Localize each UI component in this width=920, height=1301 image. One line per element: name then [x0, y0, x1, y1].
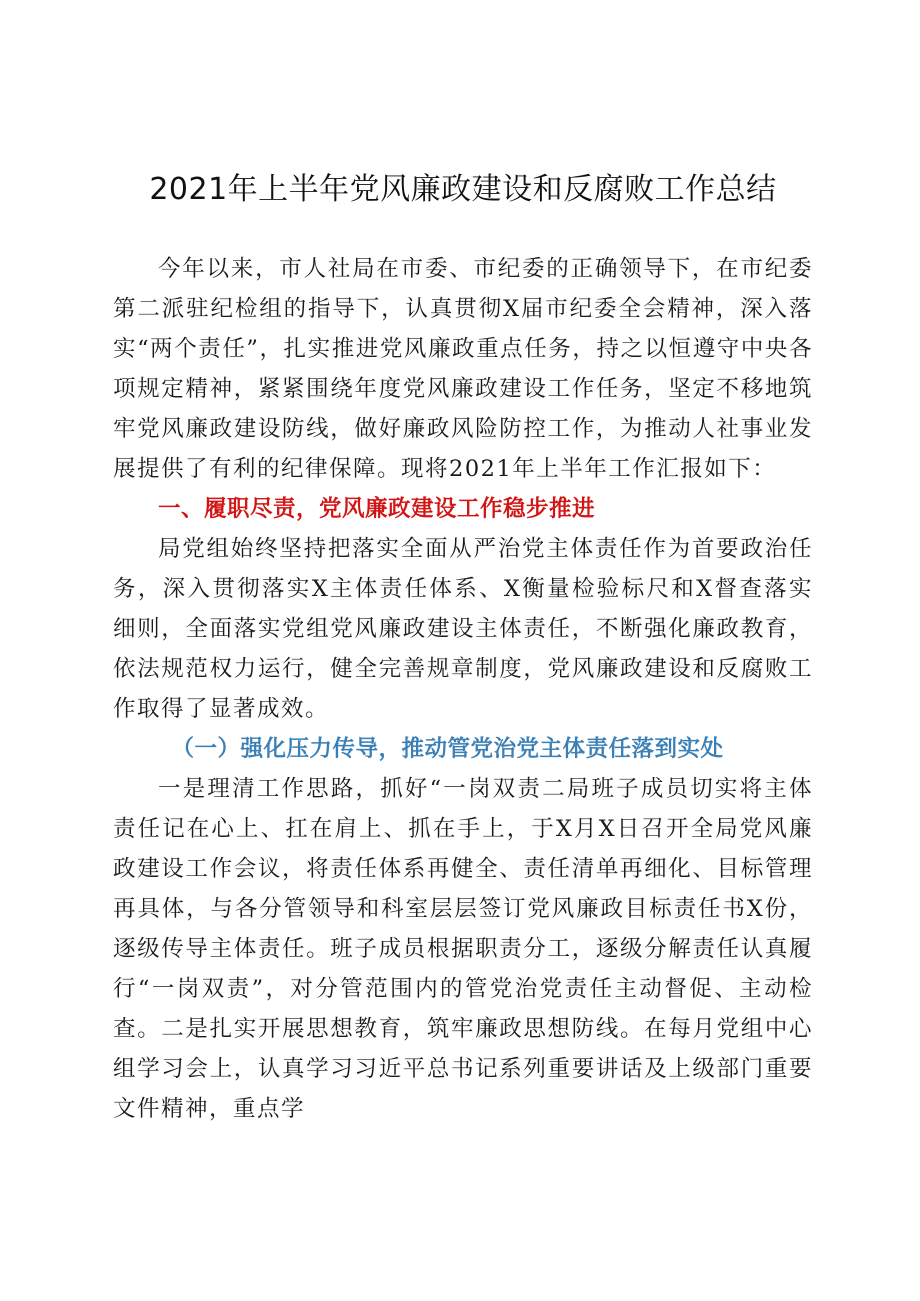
section-1-heading: 一、履职尽责，党风廉政建设工作稳步推进: [158, 496, 596, 522]
intro-paragraph: 今年以来，市人社局在市委、市纪委的正确领导下，在市纪委第二派驻纪检组的指导下，认真贯彻X届市纪委全会精神，深入落实“两个责任”，扎实推进党风廉政重点任务，持之以恒遵守中央各项规定精神，紧紧围绕年度党风廉政建设工作任务，坚定不移地筑牢党风廉政建设防线，做好廉政风险防控工作，为推动人社事业发展提供了有利的纪律保障。现将2021年上半年工作汇报如下：: [113, 256, 813, 482]
section-1-paragraph: 局党组始终坚持把落实全面从严治党主体责任作为首要政治任务，深入贯彻落实X主体责任体系、X衡量检验标尺和X督查落实细则，全面落实党组党风廉政建设主体责任，不断强化廉政教育，依法规范权力运行，健全完善规章制度，党风廉政建设和反腐败工作取得了显著成效。: [113, 536, 813, 722]
subsection-1-heading: （一）强化压力传导，推动管党治党主体责任落到实处: [171, 736, 724, 762]
document-title: 2021年上半年党风廉政建设和反腐败工作总结: [149, 172, 777, 207]
subsection-1-paragraph: 一是理清工作思路，抓好“一岗双责二局班子成员切实将主体责任记在心上、扛在肩上、抓在手上，于X月X日召开全局党风廉政建设工作会议，将责任体系再健全、责任清单再细化、目标管理再具体，与各分管领导和科室层层签订党风廉政目标责任书X份，逐级传导主体责任。班子成员根据职责分工，逐级分解责任认真履行“一岗双责”，对分管范围内的管党治党责任主动督促、主动检查。二是扎实开展思想教育，筑牢廉政思想防线。在每月党组中心组学习会上，认真学习习近平总书记系列重要讲话及上级部门重要文件精神，重点学: [113, 776, 813, 1122]
document-page: [113, 165, 813, 1129]
